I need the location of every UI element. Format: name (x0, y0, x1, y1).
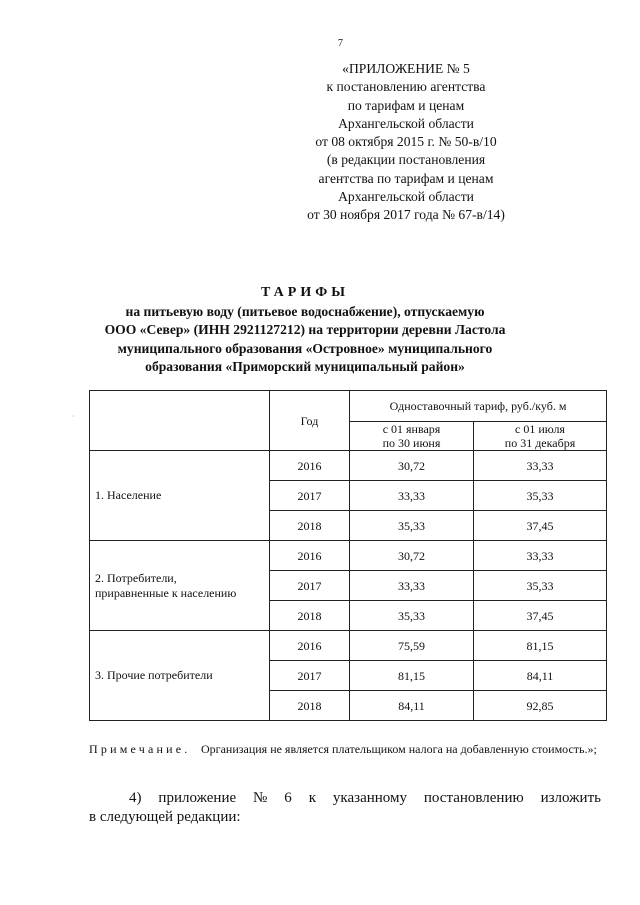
tariff-period-b-cell: 84,11 (474, 661, 607, 691)
category-line: приравненные к населению (95, 585, 237, 600)
year-cell: 2016 (270, 631, 350, 661)
tariff-period-b-cell: 92,85 (474, 691, 607, 721)
period-a-line: по 30 июня (382, 436, 441, 450)
amendment-paragraph (89, 789, 601, 827)
table-row (90, 541, 607, 571)
category-cell (90, 631, 270, 721)
tariff-period-b-cell: 33,33 (474, 451, 607, 481)
tariff-period-b-cell: 81,15 (474, 631, 607, 661)
tariff-table (89, 390, 607, 721)
note-text: Организация не является плательщиком налога на добавленную стоимость.»; (201, 742, 597, 756)
tariff-period-a-cell: 35,33 (350, 511, 474, 541)
appendix-line: агентства по тарифам и ценам (318, 170, 494, 186)
paragraph-word: указанному (332, 790, 407, 806)
period-b-line: с 01 июля (515, 422, 565, 436)
appendix-header (246, 60, 566, 225)
year-cell: 2017 (270, 661, 350, 691)
appendix-line: Архангельской области (338, 189, 474, 205)
appendix-line: «ПРИЛОЖЕНИЕ № 5 (342, 61, 470, 76)
paragraph-word: приложение (158, 790, 237, 806)
paragraph-word: 4) (129, 790, 142, 806)
paragraph-line: в следующей редакции: (89, 809, 241, 825)
title-line: образования «Приморский муниципальный район» (145, 359, 465, 375)
tariff-period-b-cell: 35,33 (474, 571, 607, 601)
year-cell: 2018 (270, 601, 350, 631)
document-title (90, 284, 520, 377)
tariff-period-b-cell: 35,33 (474, 481, 607, 511)
tariff-period-a-cell: 30,72 (350, 451, 474, 481)
year-cell: 2016 (270, 451, 350, 481)
title-line: на питьевую воду (питьевое водоснабжение), отпускаемую (125, 303, 485, 319)
tariff-period-a-cell: 35,33 (350, 601, 474, 631)
category-line: 3. Прочие потребители (95, 668, 213, 682)
table-header-row (90, 391, 607, 422)
appendix-line: Архангельской области (338, 115, 474, 131)
note (89, 741, 606, 757)
note-label: Примечание. (89, 742, 191, 756)
period-a-line: с 01 января (382, 422, 441, 436)
paragraph-word: изложить (540, 790, 601, 806)
appendix-line: (в редакции постановления (326, 152, 486, 168)
paragraph-line (89, 789, 601, 808)
appendix-line: по тарифам и ценам (347, 97, 465, 113)
table-row (90, 451, 607, 481)
paragraph-word: постановлению (423, 790, 524, 806)
header-empty-cell (90, 391, 270, 451)
paragraph-word: к (308, 790, 316, 806)
tariff-period-a-cell: 33,33 (350, 571, 474, 601)
year-cell: 2016 (270, 541, 350, 571)
header-tariff: Одноставочный тариф, руб./куб. м (350, 391, 607, 422)
appendix-line: от 08 октября 2015 г. № 50-в/10 (315, 134, 497, 150)
paragraph-word: 6 (284, 790, 292, 806)
tariff-period-a-cell: 75,59 (350, 631, 474, 661)
period-b-line: по 31 декабря (504, 436, 576, 450)
title-heading: ТАРИФЫ (261, 285, 349, 300)
category-cell (90, 541, 270, 631)
tariff-period-b-cell: 33,33 (474, 541, 607, 571)
tariff-period-a-cell: 33,33 (350, 481, 474, 511)
page-number: 7 (338, 38, 343, 49)
header-period-a (350, 422, 474, 451)
category-cell (90, 451, 270, 541)
year-cell: 2017 (270, 481, 350, 511)
year-cell: 2018 (270, 691, 350, 721)
appendix-line: от 30 ноября 2017 года № 67-в/14) (307, 207, 505, 223)
title-line: муниципального образования «Островное» муниципального (117, 340, 493, 356)
year-cell: 2017 (270, 571, 350, 601)
header-period-b (474, 422, 607, 451)
table-row (90, 631, 607, 661)
tariff-period-a-cell: 84,11 (350, 691, 474, 721)
header-year: Год (270, 391, 350, 451)
tariff-period-a-cell: 81,15 (350, 661, 474, 691)
year-cell: 2018 (270, 511, 350, 541)
category-line: 2. Потребители, (95, 570, 177, 585)
paragraph-word: № (253, 790, 268, 806)
tariff-period-b-cell: 37,45 (474, 511, 607, 541)
tariff-period-b-cell: 37,45 (474, 601, 607, 631)
title-line: ООО «Север» (ИНН 2921127212) на территории деревни Ластола (104, 322, 506, 338)
tariff-period-a-cell: 30,72 (350, 541, 474, 571)
margin-mark: · (72, 412, 75, 421)
appendix-line: к постановлению агентства (326, 79, 486, 95)
category-line: 1. Население (95, 488, 162, 502)
